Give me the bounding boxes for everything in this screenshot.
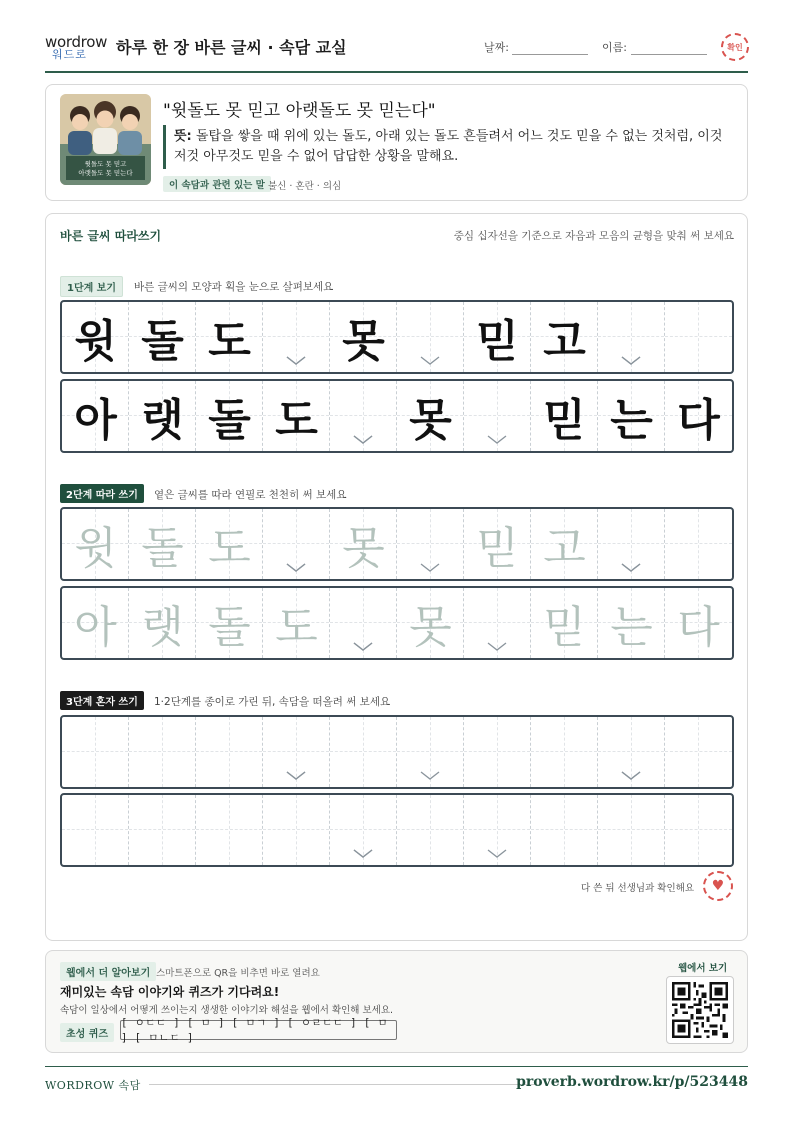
practice-character: 돌 (208, 395, 251, 446)
space-mark-icon (286, 771, 306, 781)
chosung-quiz-box: [ ㅇㄷㄷ ] [ ㅁ ] [ ㅁㄱ ] [ ㅇㄹㄷㄷ ] [ ㅁ ] [ ㅁㄴㄷ ] (120, 1020, 397, 1040)
space-mark-icon (487, 642, 507, 652)
guide-line-vertical (229, 717, 230, 787)
practice-character: 못 (409, 602, 452, 653)
writing-cell (464, 381, 531, 451)
proverb-illustration (60, 94, 151, 185)
step3-desc: 1·2단계를 종이로 가린 뒤, 속담을 떠올려 써 보세요 (154, 696, 391, 708)
writing-cell[interactable] (464, 795, 531, 865)
writing-cell[interactable] (330, 717, 397, 787)
qr-code[interactable] (666, 976, 734, 1044)
writing-cell[interactable] (531, 588, 598, 658)
writing-cell (330, 381, 397, 451)
space-mark-icon (487, 435, 507, 445)
svg-text:윗돌도 못 믿고: 윗돌도 못 믿고 (84, 160, 127, 168)
space-mark-icon (420, 563, 440, 573)
name-label: 이름: (602, 41, 627, 54)
space-mark-icon (353, 642, 373, 652)
guide-line-vertical (430, 795, 431, 865)
guide-line-horizontal (397, 543, 463, 544)
writing-cell[interactable] (129, 509, 196, 579)
illustration-image (60, 94, 151, 185)
writing-cell (196, 302, 263, 372)
guide-line-vertical (564, 795, 565, 865)
writing-cell[interactable] (531, 717, 598, 787)
practice-character: 돌 (141, 316, 184, 367)
guide-line-horizontal (665, 543, 732, 544)
writing-cell[interactable] (263, 717, 330, 787)
writing-cell[interactable] (196, 795, 263, 865)
guide-line-vertical (95, 795, 96, 865)
practice-character: 도 (208, 523, 251, 574)
practice-character: 아 (74, 395, 117, 446)
guide-line-horizontal (598, 336, 664, 337)
space-mark-icon (621, 563, 641, 573)
guide-line-vertical (631, 795, 632, 865)
practice-character: 못 (342, 316, 385, 367)
practice-character: 믿 (543, 602, 586, 653)
guide-line-horizontal (196, 829, 262, 830)
qr-code-icon (672, 982, 728, 1038)
writing-cell (397, 302, 464, 372)
practice-hint: 중심 십자선을 기준으로 자음과 모음의 균형을 맞춰 써 보세요 (453, 230, 734, 242)
guide-line-horizontal (598, 751, 664, 752)
step3-row-2[interactable] (60, 793, 734, 867)
writing-cell[interactable] (598, 588, 665, 658)
guide-line-horizontal (665, 336, 732, 337)
footer-brand: WORDROW 속담 (45, 1079, 141, 1092)
writing-cell[interactable] (62, 717, 129, 787)
writing-cell[interactable] (397, 795, 464, 865)
page-title: 하루 한 장 바른 글씨 · 속담 교실 (116, 38, 347, 57)
name-field[interactable] (631, 54, 707, 55)
web-tag-desc: 스마트폰으로 QR을 비추면 바로 열려요 (156, 968, 320, 979)
guide-line-vertical (296, 795, 297, 865)
practice-character: 아 (74, 602, 117, 653)
guide-line-vertical (162, 717, 163, 787)
practice-title: 바른 글씨 따라쓰기 (60, 229, 162, 243)
practice-character: 믿 (476, 316, 519, 367)
guide-line-horizontal (464, 829, 530, 830)
writing-cell (330, 302, 397, 372)
writing-cell (129, 302, 196, 372)
guide-line-horizontal (330, 415, 396, 416)
writing-cell (598, 302, 665, 372)
guide-line-horizontal (464, 751, 530, 752)
writing-cell[interactable] (330, 588, 397, 658)
writing-cell[interactable] (598, 717, 665, 787)
guide-line-horizontal (62, 829, 128, 830)
writing-cell (196, 381, 263, 451)
guide-line-horizontal (62, 751, 128, 752)
writing-cell (531, 302, 598, 372)
guide-line-vertical (698, 717, 699, 787)
step3-row-1[interactable] (60, 715, 734, 789)
wordrow-logo: wordrow (45, 33, 108, 51)
step2-row-1[interactable] (60, 507, 734, 581)
guide-line-horizontal (464, 415, 530, 416)
guide-line-horizontal (196, 751, 262, 752)
related-words: 불신 · 혼란 · 의심 (268, 181, 342, 192)
practice-character: 랫 (141, 395, 184, 446)
guide-line-horizontal (263, 543, 329, 544)
writing-cell[interactable] (397, 509, 464, 579)
step1-row-2 (60, 379, 734, 453)
writing-cell[interactable] (62, 795, 129, 865)
guide-line-horizontal (531, 751, 597, 752)
seal-text: 확인 (727, 42, 743, 52)
guide-line-horizontal (665, 751, 732, 752)
writing-cell (464, 302, 531, 372)
practice-character: 돌 (208, 602, 251, 653)
writing-cell[interactable] (196, 588, 263, 658)
practice-character: 믿 (476, 523, 519, 574)
writing-cell (665, 302, 732, 372)
guide-line-horizontal (330, 829, 396, 830)
svg-text:아랫돌도 못 믿는다: 아랫돌도 못 믿는다 (78, 169, 133, 177)
writing-cell[interactable] (129, 795, 196, 865)
writing-cell[interactable] (464, 588, 531, 658)
practice-character: 도 (275, 602, 318, 653)
writing-cell[interactable] (330, 509, 397, 579)
writing-cell[interactable] (196, 717, 263, 787)
guide-line-horizontal (598, 829, 664, 830)
writing-cell (598, 381, 665, 451)
writing-cell[interactable] (62, 588, 129, 658)
space-mark-icon (286, 563, 306, 573)
guide-line-horizontal (129, 751, 195, 752)
web-tag: 웹에서 더 알아보기 (60, 962, 156, 981)
practice-character: 는 (610, 602, 653, 653)
guide-line-horizontal (263, 751, 329, 752)
writing-cell[interactable] (665, 717, 732, 787)
wordrow-logo-sub: 워드로 (52, 48, 87, 61)
guide-line-vertical (564, 717, 565, 787)
guide-line-horizontal (330, 622, 396, 623)
practice-character: 못 (342, 523, 385, 574)
step3-tag: 3단계 혼자 쓰기 (60, 691, 144, 710)
guide-line-horizontal (263, 336, 329, 337)
space-mark-icon (420, 356, 440, 366)
date-label: 날짜: (484, 41, 509, 54)
guide-line-horizontal (598, 543, 664, 544)
meaning-text: 돌탑을 쌓을 때 위에 있는 돌도, 아래 있는 돌도 흔들려서 어느 것도 믿을 수 없는 것처럼, 이것저것 아무것도 믿을 수 없어 답답한 상황을 말해요. (174, 129, 723, 164)
proverb-title: "윗돌도 못 믿고 아랫돌도 못 믿는다" (163, 101, 436, 121)
step2-desc: 옅은 글씨를 따라 연필로 천천히 써 보세요 (154, 489, 347, 501)
guide-line-horizontal (397, 751, 463, 752)
writing-cell[interactable] (464, 509, 531, 579)
writing-cell[interactable] (464, 717, 531, 787)
date-field[interactable] (512, 54, 588, 55)
writing-cell[interactable] (263, 509, 330, 579)
guide-line-vertical (95, 717, 96, 787)
guide-line-horizontal (397, 829, 463, 830)
practice-character: 다 (677, 602, 720, 653)
practice-character: 고 (543, 523, 586, 574)
writing-cell[interactable] (665, 795, 732, 865)
writing-cell (263, 302, 330, 372)
guide-line-vertical (497, 717, 498, 787)
guide-line-horizontal (129, 829, 195, 830)
writing-cell (62, 381, 129, 451)
writing-cell (665, 381, 732, 451)
step2-tag: 2단계 따라 쓰기 (60, 484, 144, 503)
writing-cell[interactable] (665, 509, 732, 579)
space-mark-icon (286, 356, 306, 366)
guide-line-horizontal (397, 336, 463, 337)
writing-cell[interactable] (598, 509, 665, 579)
guide-line-vertical (698, 302, 699, 372)
practice-character: 돌 (141, 523, 184, 574)
writing-cell[interactable] (397, 717, 464, 787)
practice-character: 윗 (74, 316, 117, 367)
writing-cell[interactable] (531, 795, 598, 865)
space-mark-icon (353, 849, 373, 859)
web-body: 속담이 일상에서 어떻게 쓰이는지 생생한 이야기와 해설을 웹에서 확인해 보세요. (60, 1005, 394, 1016)
step1-tag: 1단계 보기 (60, 276, 123, 297)
qr-label: 웹에서 보기 (678, 963, 728, 974)
guide-line-horizontal (330, 751, 396, 752)
guide-line-vertical (363, 717, 364, 787)
practice-character: 랫 (141, 602, 184, 653)
practice-character: 못 (409, 395, 452, 446)
practice-character: 도 (275, 395, 318, 446)
heart-seal-icon: ♥ (703, 871, 733, 901)
space-mark-icon (621, 771, 641, 781)
guide-line-vertical (698, 795, 699, 865)
space-mark-icon (353, 435, 373, 445)
space-mark-icon (420, 771, 440, 781)
check-note: 다 쓴 뒤 선생님과 확인해요 (580, 883, 694, 894)
writing-cell[interactable] (129, 588, 196, 658)
guide-line-horizontal (531, 829, 597, 830)
writing-cell[interactable] (263, 795, 330, 865)
writing-cell[interactable] (665, 588, 732, 658)
guide-line-vertical (229, 795, 230, 865)
practice-character: 다 (677, 395, 720, 446)
writing-cell[interactable] (129, 717, 196, 787)
practice-character: 고 (543, 316, 586, 367)
guide-line-vertical (162, 795, 163, 865)
space-mark-icon (487, 849, 507, 859)
practice-character: 믿 (543, 395, 586, 446)
writing-cell[interactable] (397, 588, 464, 658)
meaning-accent-bar (163, 125, 166, 169)
quiz-tag: 초성 퀴즈 (60, 1023, 114, 1042)
writing-cell (62, 302, 129, 372)
guide-line-horizontal (263, 829, 329, 830)
practice-character: 는 (610, 395, 653, 446)
related-words-tag: 이 속담과 관련 있는 말 (163, 176, 271, 192)
writing-cell[interactable] (62, 509, 129, 579)
practice-character: 도 (208, 316, 251, 367)
web-headline: 재미있는 속담 이야기와 퀴즈가 기다려요! (60, 985, 280, 999)
teacher-check-seal (721, 33, 749, 61)
practice-character: 윗 (74, 523, 117, 574)
writing-cell (397, 381, 464, 451)
space-mark-icon (621, 356, 641, 366)
step2-row-2[interactable] (60, 586, 734, 660)
header-divider (45, 71, 748, 73)
guide-line-horizontal (464, 622, 530, 623)
guide-line-horizontal (665, 829, 732, 830)
proverb-meaning (174, 127, 729, 167)
writing-cell[interactable] (531, 509, 598, 579)
guide-line-vertical (698, 509, 699, 579)
writing-cell (129, 381, 196, 451)
writing-cell[interactable] (263, 588, 330, 658)
writing-cell[interactable] (330, 795, 397, 865)
writing-cell[interactable] (598, 795, 665, 865)
footer-url[interactable]: proverb.wordrow.kr/p/523448 (516, 1074, 748, 1090)
writing-cell (531, 381, 598, 451)
footer-divider (45, 1066, 748, 1067)
step1-row-1 (60, 300, 734, 374)
step1-desc: 바른 글씨의 모양과 획을 눈으로 살펴보세요 (134, 281, 334, 293)
meaning-label: 뜻: (174, 129, 192, 144)
footer-line (149, 1084, 539, 1085)
writing-cell (263, 381, 330, 451)
writing-cell[interactable] (196, 509, 263, 579)
